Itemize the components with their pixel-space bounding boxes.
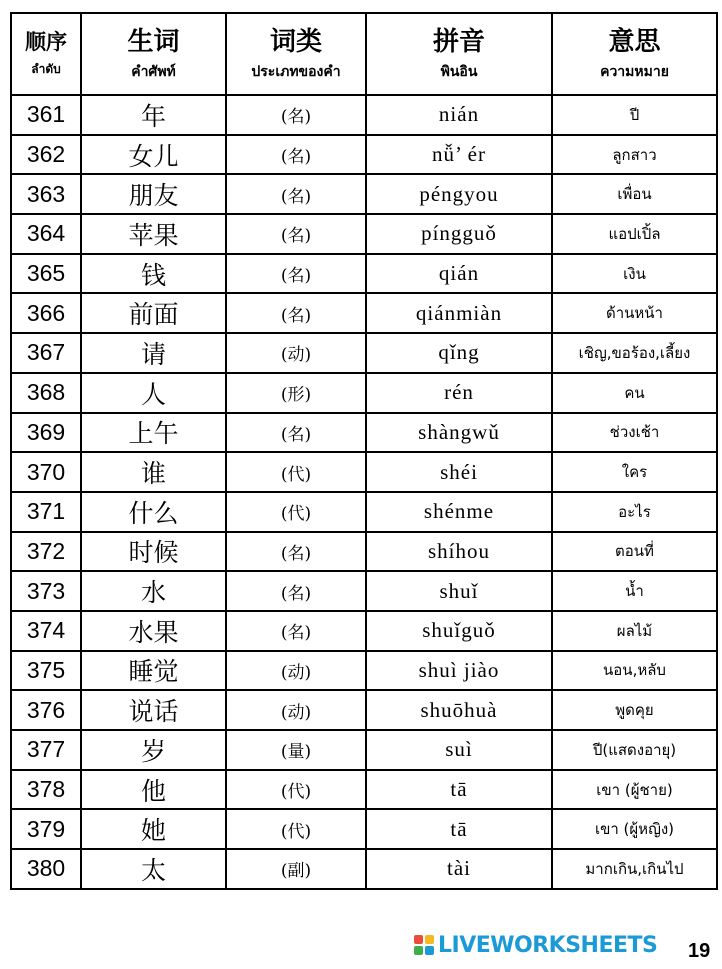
row-word: 他 [81, 770, 226, 810]
row-part-of-speech: (名) [226, 532, 366, 572]
row-part-of-speech: (名) [226, 413, 366, 453]
row-word: 前面 [81, 293, 226, 333]
row-meaning: เชิญ,ขอร้อง,เลี้ยง [552, 333, 717, 373]
row-pinyin: péngyou [366, 174, 552, 214]
row-number: 365 [11, 254, 81, 294]
page-number: 19 [688, 940, 711, 962]
row-word: 人 [81, 373, 226, 413]
row-part-of-speech: (名) [226, 254, 366, 294]
header-order-zh: 顺序 [25, 30, 67, 54]
table-row [11, 333, 717, 373]
row-pinyin: shíhou [366, 532, 552, 572]
header-pos-zh: 词类 [269, 27, 322, 57]
header-order-th: ลำดับ [31, 62, 61, 76]
header-pos-th: ประเภทของคำ [251, 64, 341, 80]
table-row [11, 770, 717, 810]
row-meaning: เขา (ผู้ชาย) [552, 770, 717, 810]
row-meaning: น้ำ [552, 571, 717, 611]
row-pinyin: shuǐ [366, 571, 552, 611]
liveworksheets-logo-text: LIVEWORKSHEETS [438, 932, 658, 958]
row-number: 361 [11, 95, 81, 135]
row-pinyin: qiánmiàn [366, 293, 552, 333]
table-row [11, 214, 717, 254]
row-number: 366 [11, 293, 81, 333]
logo-square-green [414, 946, 423, 955]
row-number: 379 [11, 809, 81, 849]
table-row [11, 174, 717, 214]
row-pinyin: shéi [366, 452, 552, 492]
row-meaning: ใคร [552, 452, 717, 492]
table-row [11, 413, 717, 453]
row-pinyin: shénme [366, 492, 552, 532]
row-pinyin: tā [366, 809, 552, 849]
row-meaning: อะไร [552, 492, 717, 532]
header-order [11, 13, 81, 95]
table-row [11, 690, 717, 730]
row-word: 苹果 [81, 214, 226, 254]
row-pinyin: shàngwǔ [366, 413, 552, 453]
logo-square-red [414, 935, 423, 944]
row-part-of-speech: (名) [226, 174, 366, 214]
table-header [11, 13, 717, 95]
row-number: 380 [11, 849, 81, 889]
table-row [11, 452, 717, 492]
logo-square-blue [425, 946, 434, 955]
row-number: 368 [11, 373, 81, 413]
row-part-of-speech: (名) [226, 293, 366, 333]
row-part-of-speech: (代) [226, 492, 366, 532]
row-part-of-speech: (动) [226, 333, 366, 373]
row-word: 说话 [81, 690, 226, 730]
row-part-of-speech: (代) [226, 809, 366, 849]
table-row [11, 571, 717, 611]
row-pinyin: tā [366, 770, 552, 810]
row-meaning: คน [552, 373, 717, 413]
row-meaning: พูดคุย [552, 690, 717, 730]
row-number: 374 [11, 611, 81, 651]
row-word: 女儿 [81, 135, 226, 175]
row-meaning: นอน,หลับ [552, 651, 717, 691]
row-meaning: ปี [552, 95, 717, 135]
row-meaning: เงิน [552, 254, 717, 294]
row-pinyin: suì [366, 730, 552, 770]
header-word-th: คำศัพท์ [131, 64, 176, 80]
row-word: 朋友 [81, 174, 226, 214]
row-pinyin: qǐng [366, 333, 552, 373]
row-part-of-speech: (名) [226, 95, 366, 135]
row-word: 钱 [81, 254, 226, 294]
row-meaning: มากเกิน,เกินไป [552, 849, 717, 889]
row-word: 水果 [81, 611, 226, 651]
table-row [11, 373, 717, 413]
header-word [81, 13, 226, 95]
liveworksheets-logo[interactable] [414, 930, 657, 960]
table-row [11, 135, 717, 175]
table-row [11, 95, 717, 135]
table-row [11, 293, 717, 333]
header-meaning-zh: 意思 [608, 27, 661, 57]
row-pinyin: shuǐguǒ [366, 611, 552, 651]
row-meaning: ผลไม้ [552, 611, 717, 651]
row-number: 377 [11, 730, 81, 770]
row-pinyin: qián [366, 254, 552, 294]
row-word: 年 [81, 95, 226, 135]
header-pinyin [366, 13, 552, 95]
header-pos [226, 13, 366, 95]
row-meaning: ปี(แสดงอายุ) [552, 730, 717, 770]
row-pinyin: tài [366, 849, 552, 889]
row-pinyin: nián [366, 95, 552, 135]
table-row [11, 849, 717, 889]
row-part-of-speech: (名) [226, 611, 366, 651]
row-part-of-speech: (动) [226, 690, 366, 730]
header-pinyin-zh: 拼音 [432, 27, 485, 57]
row-number: 370 [11, 452, 81, 492]
table-row [11, 532, 717, 572]
row-number: 364 [11, 214, 81, 254]
row-number: 367 [11, 333, 81, 373]
row-word: 谁 [81, 452, 226, 492]
table-row [11, 809, 717, 849]
row-number: 369 [11, 413, 81, 453]
row-number: 378 [11, 770, 81, 810]
row-part-of-speech: (名) [226, 135, 366, 175]
row-part-of-speech: (代) [226, 452, 366, 492]
row-meaning: เขา (ผู้หญิง) [552, 809, 717, 849]
vocabulary-sheet [10, 12, 718, 890]
row-part-of-speech: (形) [226, 373, 366, 413]
row-pinyin: rén [366, 373, 552, 413]
table-row [11, 492, 717, 532]
row-word: 上午 [81, 413, 226, 453]
table-row [11, 254, 717, 294]
row-pinyin: nǚ’ ér [366, 135, 552, 175]
row-meaning: ลูกสาว [552, 135, 717, 175]
row-number: 371 [11, 492, 81, 532]
logo-square-yellow [425, 935, 434, 944]
row-part-of-speech: (量) [226, 730, 366, 770]
header-meaning [552, 13, 717, 95]
row-number: 373 [11, 571, 81, 611]
row-number: 375 [11, 651, 81, 691]
row-meaning: แอปเปิ้ล [552, 214, 717, 254]
row-pinyin: shuōhuà [366, 690, 552, 730]
row-word: 她 [81, 809, 226, 849]
row-number: 363 [11, 174, 81, 214]
table-row [11, 611, 717, 651]
row-number: 376 [11, 690, 81, 730]
table-row [11, 651, 717, 691]
row-number: 372 [11, 532, 81, 572]
row-part-of-speech: (名) [226, 214, 366, 254]
liveworksheets-logo-icon [414, 935, 434, 955]
table-row [11, 730, 717, 770]
row-word: 什么 [81, 492, 226, 532]
row-meaning: ด้านหน้า [552, 293, 717, 333]
header-word-zh: 生词 [127, 27, 180, 57]
row-word: 睡觉 [81, 651, 226, 691]
row-pinyin: píngguǒ [366, 214, 552, 254]
header-meaning-th: ความหมาย [600, 64, 669, 80]
row-number: 362 [11, 135, 81, 175]
header-pinyin-th: พินอิน [440, 64, 478, 80]
row-meaning: ช่วงเช้า [552, 413, 717, 453]
row-word: 岁 [81, 730, 226, 770]
row-word: 太 [81, 849, 226, 889]
table-body [11, 95, 717, 889]
row-part-of-speech: (代) [226, 770, 366, 810]
row-meaning: ตอนที่ [552, 532, 717, 572]
vocabulary-table [10, 12, 718, 890]
row-part-of-speech: (副) [226, 849, 366, 889]
row-meaning: เพื่อน [552, 174, 717, 214]
row-part-of-speech: (动) [226, 651, 366, 691]
row-word: 时候 [81, 532, 226, 572]
row-word: 水 [81, 571, 226, 611]
row-word: 请 [81, 333, 226, 373]
row-part-of-speech: (名) [226, 571, 366, 611]
row-pinyin: shuì jiào [366, 651, 552, 691]
